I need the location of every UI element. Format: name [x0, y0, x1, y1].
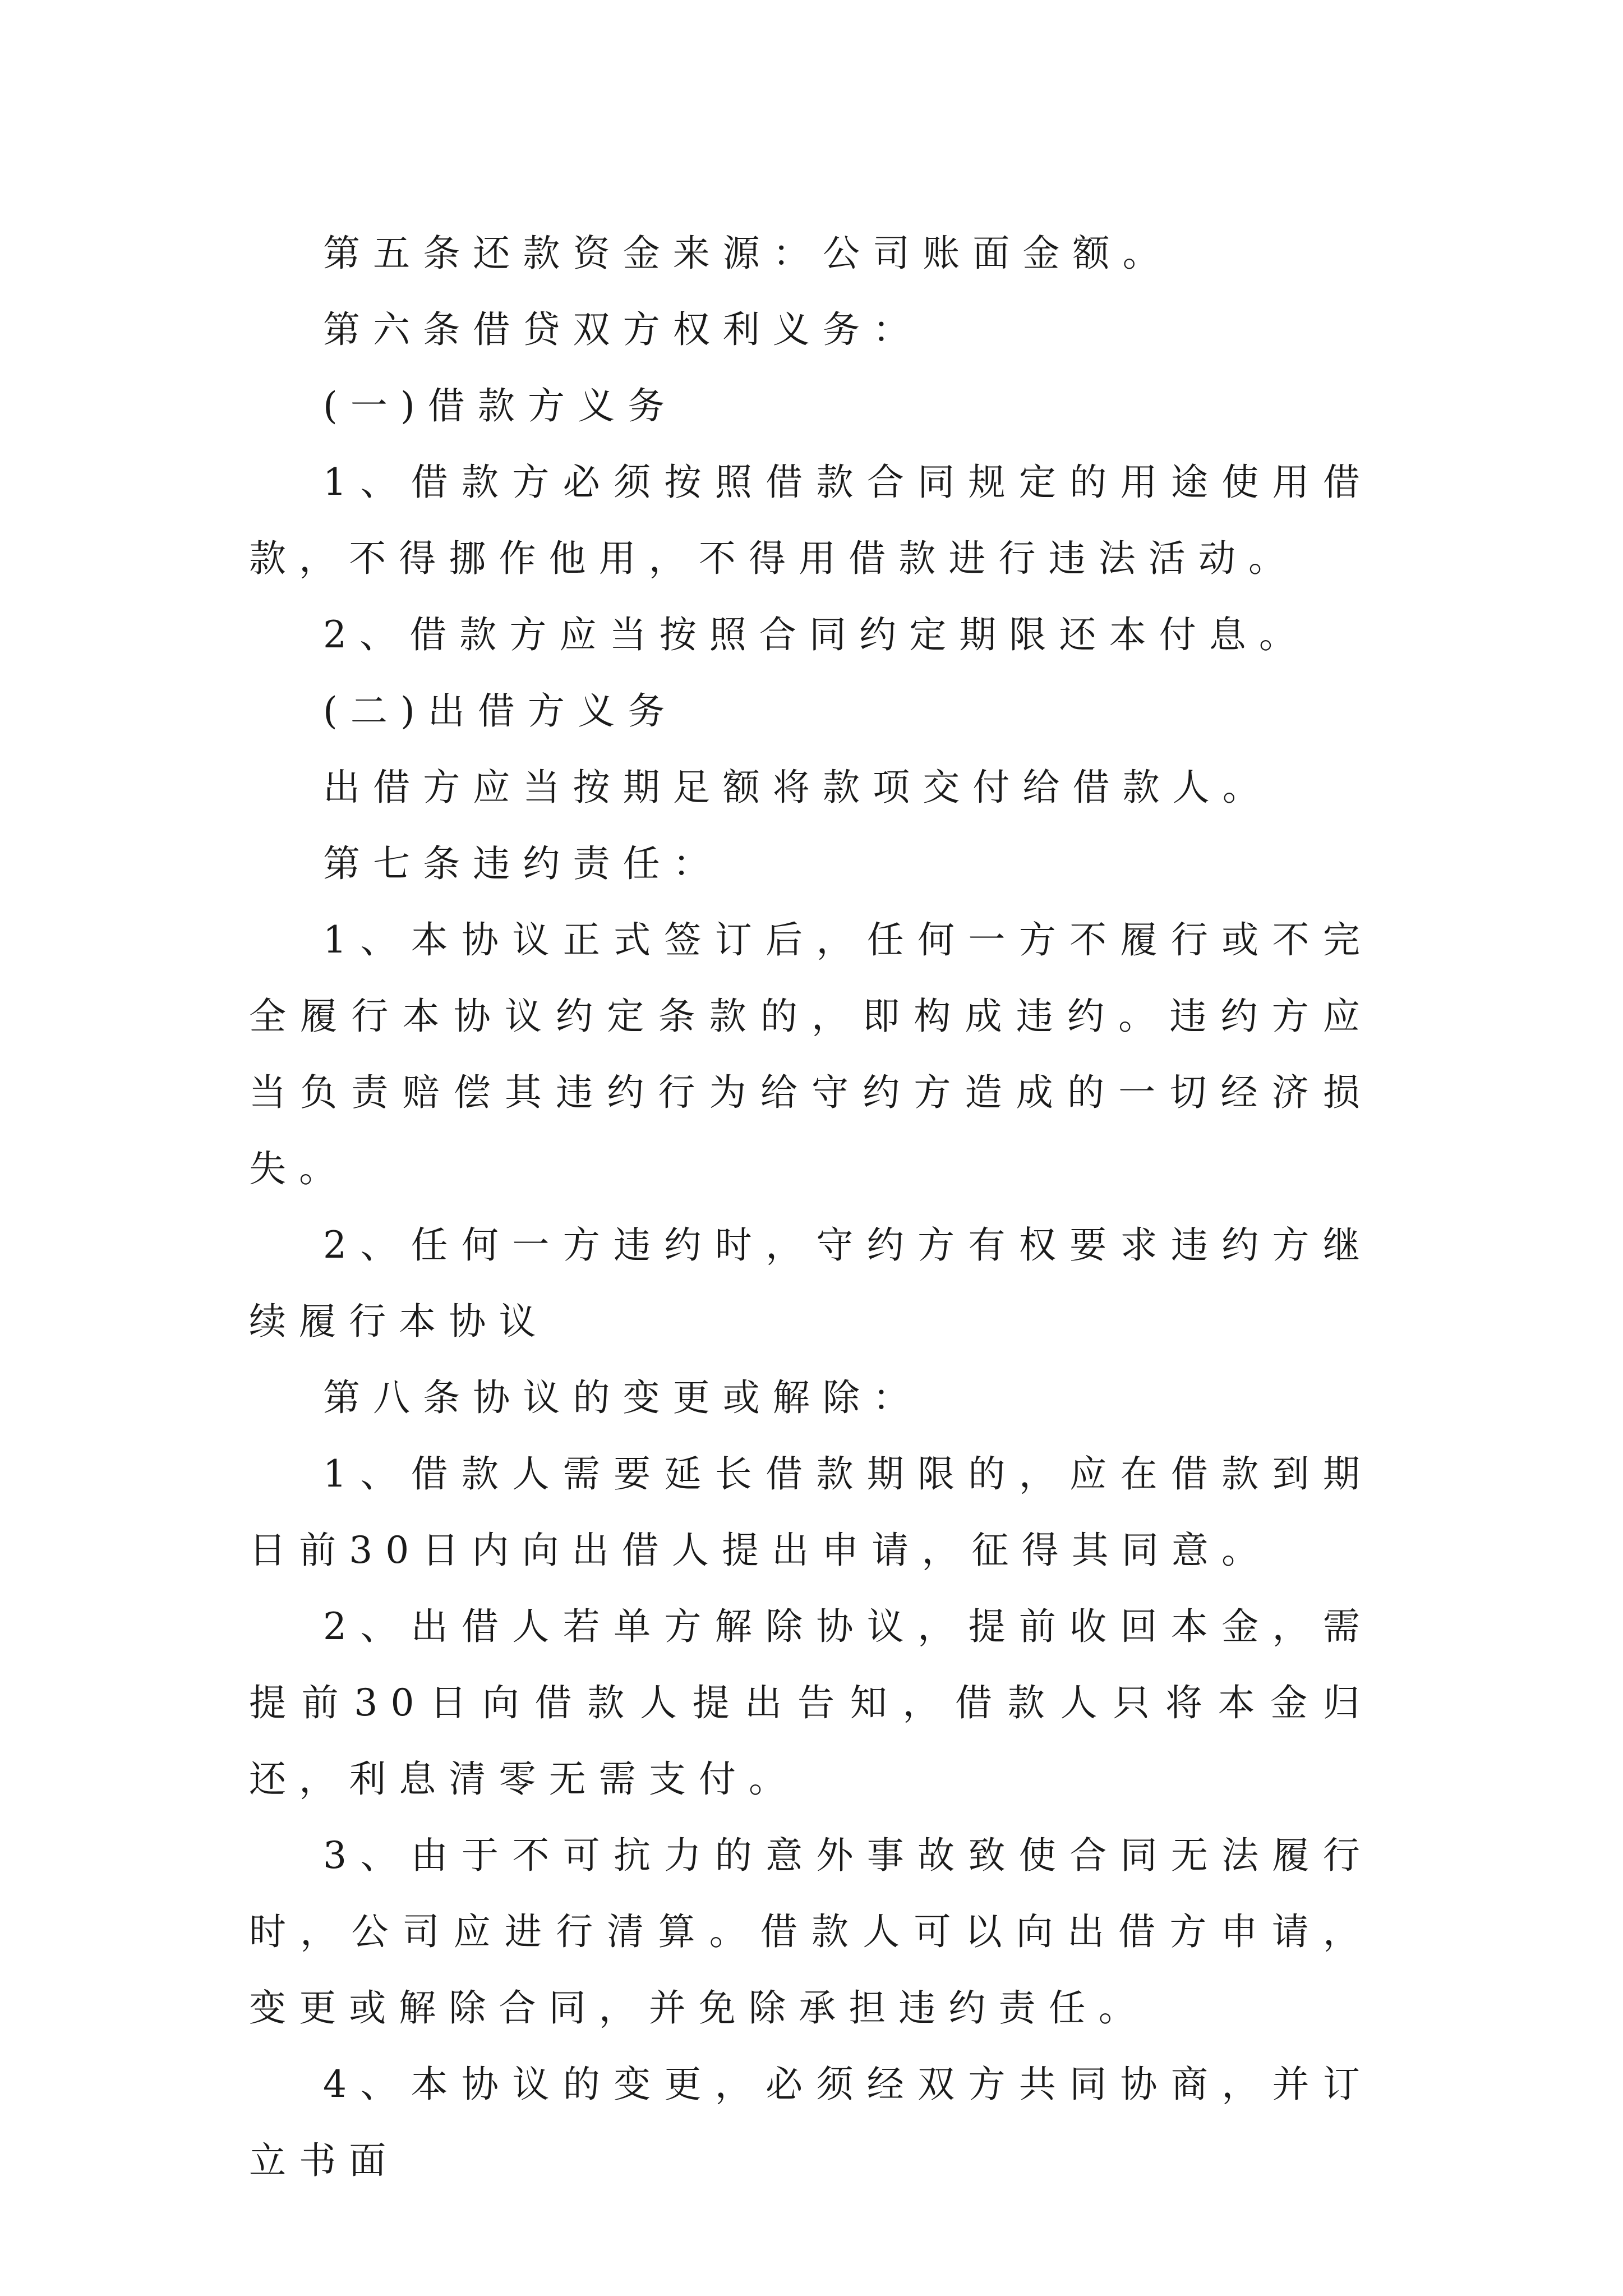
paragraph-lender-duties-heading: (二)出借方义务 — [323, 689, 678, 733]
paragraph-change-1: 1、借款人需要延长借款期限的，应在借款到期日前30日内向出借人提出申请，征得其同意。 — [249, 1452, 1373, 1572]
paragraph-article-6: 第六条借贷双方权利义务： — [323, 308, 923, 351]
paragraph-lender-duty: 出借方应当按期足额将款项交付给借款人。 — [323, 766, 1272, 809]
document-body — [249, 215, 1373, 2199]
paragraph-borrower-duties-heading: (一)借款方义务 — [323, 384, 678, 427]
paragraph-change-3: 3、由于不可抗力的意外事故致使合同无法履行时，公司应进行清算。借款人可以向出借方申请，变更或解除合同，并免除承担违约责任。 — [249, 1834, 1373, 2030]
paragraph-article-7: 第七条违约责任： — [323, 842, 723, 885]
paragraph-change-4: 4、本协议的变更，必须经双方共同协商，并订立书面 — [249, 2063, 1373, 2182]
paragraph-article-8: 第八条协议的变更或解除： — [323, 1376, 923, 1419]
paragraph-breach-1: 1、本协议正式签订后，任何一方不履行或不完全履行本协议约定条款的，即构成违约。违约方应当负责赔偿其违约行为给守约方造成的一切经济损失。 — [249, 918, 1373, 1190]
paragraph-breach-2: 2、任何一方违约时，守约方有权要求违约方继续履行本协议 — [249, 1223, 1373, 1343]
paragraph-article-5: 第五条还款资金来源：公司账面金额。 — [323, 232, 1173, 275]
paragraph-borrower-duty-2: 2、借款方应当按照合同约定期限还本付息。 — [323, 613, 1309, 656]
paragraph-borrower-duty-1: 1、借款方必须按照借款合同规定的用途使用借款，不得挪作他用，不得用借款进行违法活动。 — [249, 461, 1373, 580]
paragraph-change-2: 2、出借人若单方解除协议，提前收回本金，需提前30日向借款人提出告知，借款人只将本金归还，利息清零无需支付。 — [249, 1605, 1373, 1801]
